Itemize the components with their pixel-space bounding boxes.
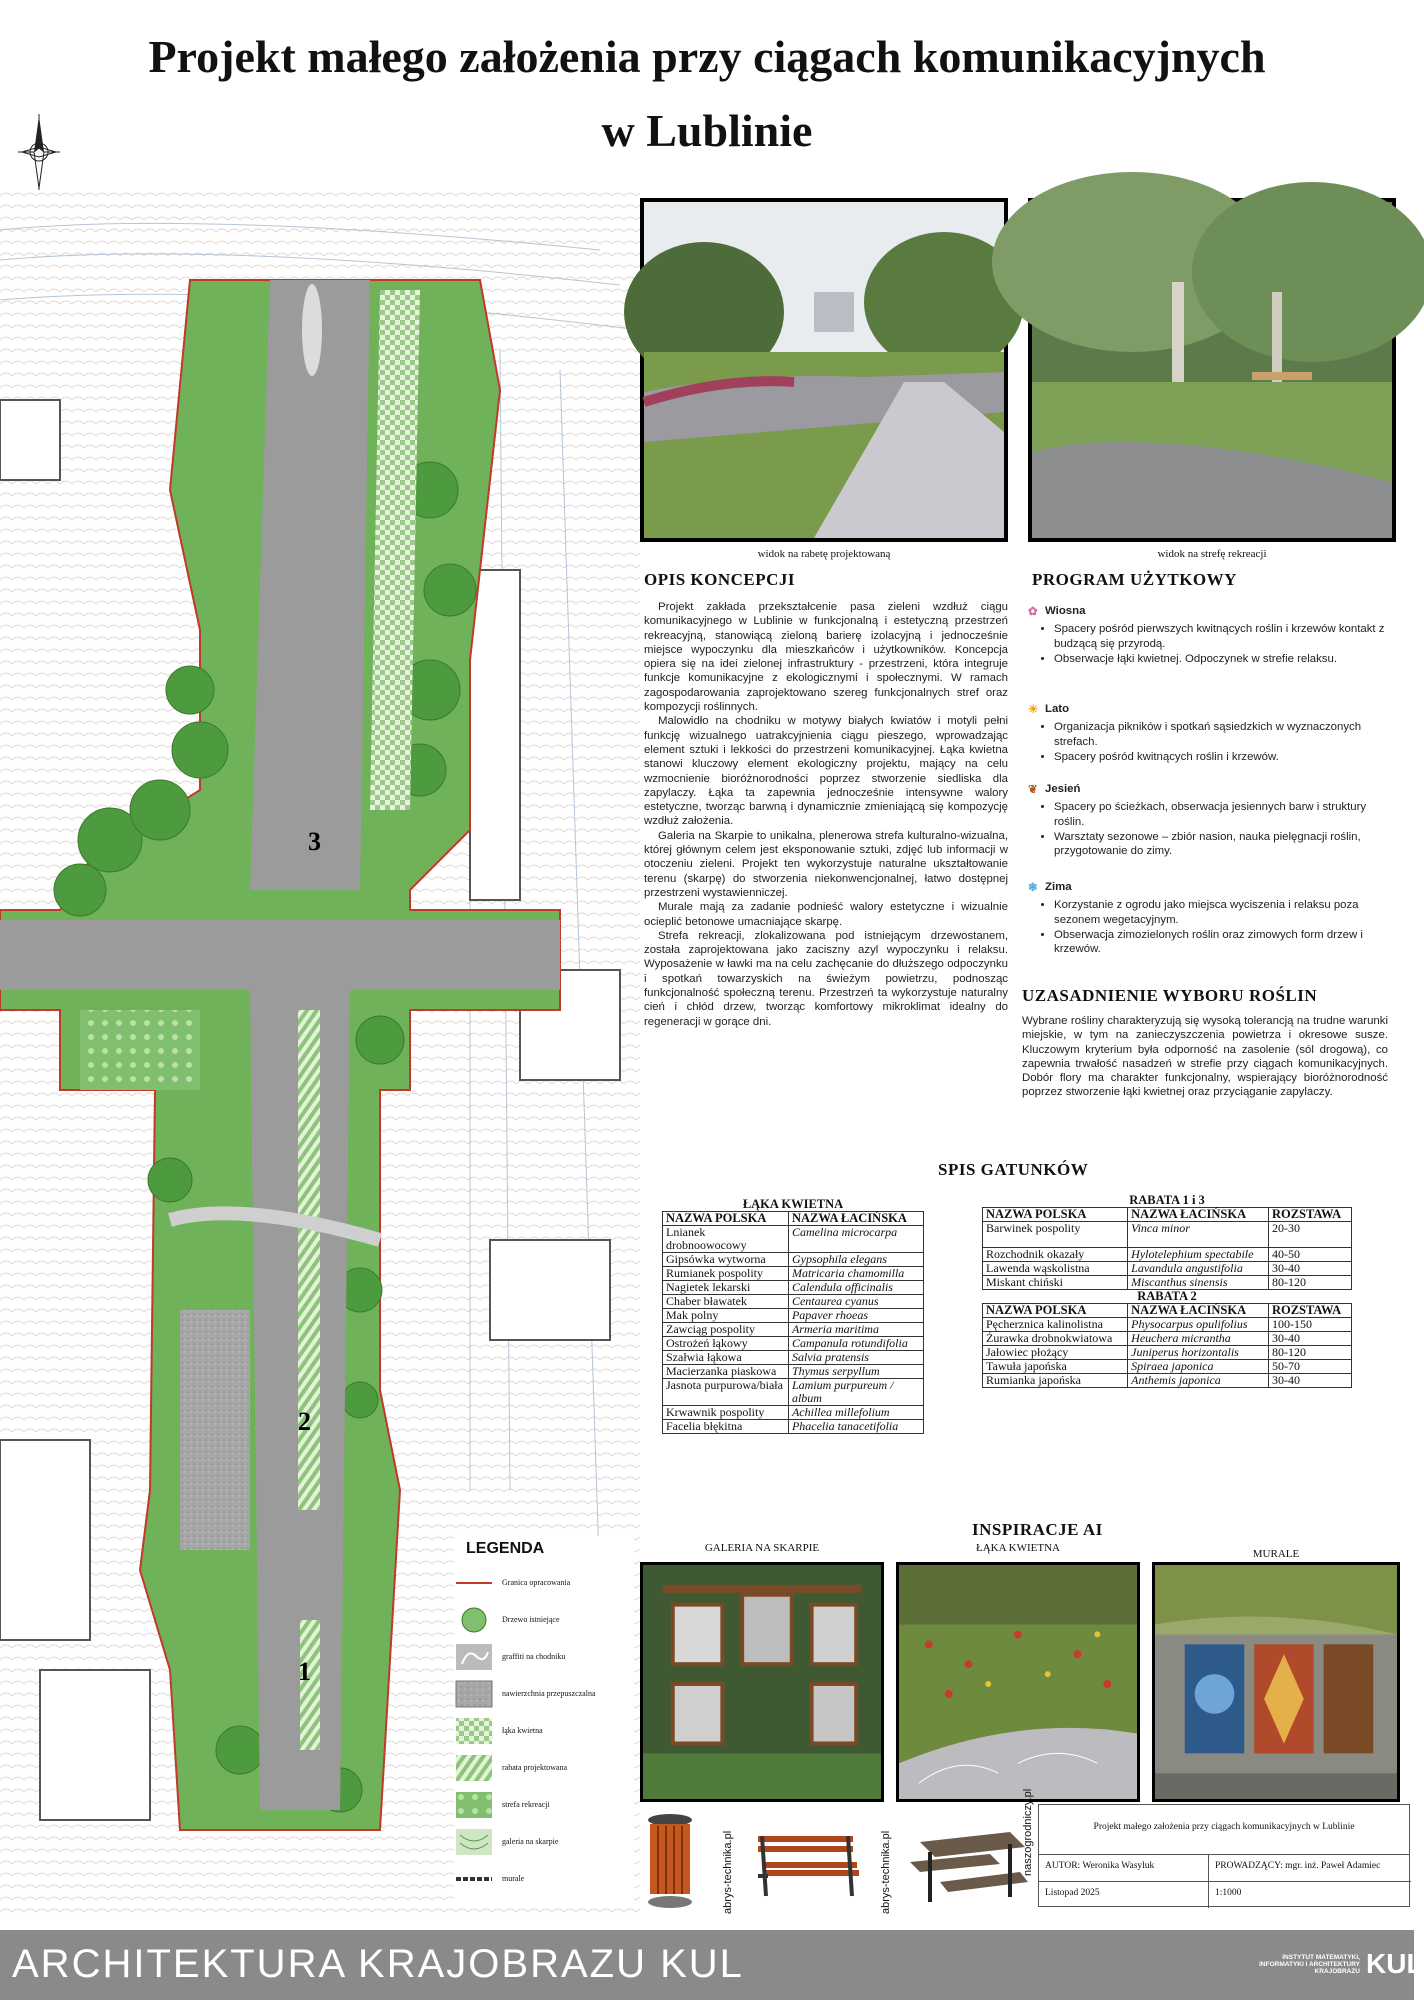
season-name: Wiosna — [1045, 605, 1086, 617]
column-header: ROZSTAWA — [1268, 1208, 1351, 1222]
inspiration-label: MURALE — [1252, 1548, 1300, 1560]
polish-name: Zawciąg pospolity — [663, 1323, 789, 1337]
gallery-swatch-icon — [454, 1827, 494, 1857]
title-block-supervisor: PROWADZĄCY: mgr. inż. Paweł Adamiec — [1209, 1855, 1411, 1882]
polish-name: Chaber bławatek — [663, 1295, 789, 1309]
legend-label: Granica opracowania — [502, 1578, 571, 1587]
season-item: • Spacery pośród kwitnących roślin i krzewów. — [1054, 750, 1396, 764]
column-header: ROZSTAWA — [1268, 1304, 1351, 1318]
polish-name: Mak polny — [663, 1309, 789, 1323]
mural-inspiration-image — [1152, 1562, 1400, 1802]
concept-paragraph: Murale mają za zadanie podnieść walory estetyczne i wizualnie ocieplić betonowe umacniające skarpę. — [644, 901, 1008, 928]
latin-name: Spiraea japonica — [1128, 1360, 1269, 1374]
latin-name: Centaurea cyanus — [788, 1295, 923, 1309]
concept-paragraph: Projekt zakłada przekształcenie pasa zieleni wzdłuż ciągu komunikacyjnego w Lublinie w funkcjonalną i estetyczną przestrzeń rekreacyjną, stanowiącą zieloną barierę izolacyjną i jednocześnie miejsce wypoczynku dla mieszkańców i użytkowników. Koncepcja opiera się na idei zielonej infrastruktury - przestrzeni, która integruje funkcje komunikacyjne z ekologicznymi i społecznymi. W ramach zagospodarowania zaprojektowano szereg funkcjonalnych stref oraz kompozycji roślinnych. — [644, 601, 1008, 714]
recreation-swatch-icon — [454, 1790, 494, 1820]
legend-item — [454, 1675, 634, 1712]
latin-name: Miscanthus sinensis — [1128, 1276, 1269, 1290]
polish-name: Lnianek drobnoowocowy — [663, 1226, 789, 1253]
flower-icon: ✿ — [1028, 605, 1038, 618]
footer-banner — [0, 1930, 1424, 2000]
latin-name: Campanula rotundifolia — [788, 1337, 923, 1351]
legend-title: LEGENDA — [466, 1540, 545, 1557]
justification-heading: UZASADNIENIE WYBORU ROŚLIN — [1022, 986, 1318, 1005]
season-item: • Warsztaty sezonowe – zbiór nasion, nauka pielęgnacji roślin, przygotowanie do zimy. — [1054, 830, 1396, 859]
inspirations-heading: INSPIRACJE AI — [972, 1520, 1103, 1539]
gallery-inspiration-image — [640, 1562, 884, 1802]
flowerbed-view-photo — [640, 198, 1008, 542]
column-header: NAZWA POLSKA — [663, 1212, 789, 1226]
recreation-view-caption: widok na strefę rekreacji — [1157, 548, 1267, 560]
inspiration-label: ŁĄKA KWIETNA — [975, 1542, 1060, 1554]
title-block-author: AUTOR: Weronika Wasyluk — [1039, 1855, 1209, 1882]
zone-label-2: 2 — [298, 1407, 311, 1436]
season-item: • Spacery po ścieżkach, obserwacja jesiennych barw i struktury roślin. — [1054, 800, 1396, 829]
legend-item — [454, 1786, 634, 1823]
latin-name: Vinca minor — [1128, 1222, 1269, 1248]
picnic-table-icon — [900, 1822, 1030, 1912]
polish-name: Tawuła japońska — [983, 1360, 1128, 1374]
table-row — [983, 1346, 1352, 1360]
column-header: NAZWA ŁACIŃSKA — [788, 1212, 923, 1226]
latin-name: Papaver rhoeas — [788, 1309, 923, 1323]
zone-label-3: 3 — [308, 827, 321, 856]
spacing: 80-120 — [1268, 1276, 1351, 1290]
table-row — [983, 1332, 1352, 1346]
flowerbed-species-table — [982, 1194, 1352, 1388]
polish-name: Nagietek lekarski — [663, 1281, 789, 1295]
furniture-source: naszogrodniczy.pl — [1022, 1788, 1034, 1876]
bed13-table-title: RABATA 1 i 3 — [983, 1194, 1352, 1208]
kul-logo: KUL — [1366, 1948, 1424, 1979]
column-header: NAZWA POLSKA — [983, 1304, 1128, 1318]
bed2-table-title: RABATA 2 — [983, 1290, 1352, 1304]
spacing: 100-150 — [1268, 1318, 1351, 1332]
latin-name: Lavandula angustifolia — [1128, 1262, 1269, 1276]
legend-panel — [454, 1536, 634, 1906]
latin-name: Juniperus horizontalis — [1128, 1346, 1269, 1360]
spacing: 20-30 — [1268, 1222, 1351, 1248]
spacing: 50-70 — [1268, 1360, 1351, 1374]
season-winter — [1028, 880, 1396, 957]
title-block-scale: 1:1000 — [1215, 1888, 1242, 1898]
season-autumn — [1028, 782, 1396, 859]
bin-icon — [640, 1812, 700, 1912]
table-row — [983, 1222, 1352, 1248]
latin-name: Salvia pratensis — [788, 1351, 923, 1365]
table-row — [663, 1253, 924, 1267]
season-item: • Spacery pośród pierwszych kwitnących roślin i krzewów kontakt z budzącą się przyrodą. — [1054, 622, 1396, 651]
season-item: • Obserwacja zimozielonych roślin oraz zimowych form drzew i krzewów. — [1054, 928, 1396, 957]
concept-text — [644, 600, 1008, 1029]
season-name: Zima — [1045, 881, 1072, 893]
legend-label: strefa rekreacji — [502, 1800, 550, 1809]
meadow-inspiration-image — [896, 1562, 1140, 1802]
concept-paragraph: Galeria na Skarpie to unikalna, plenerowa strefa kulturalno-wizualna, której głównym celem jest eksponowanie sztuki, zdjęć lub informacji w otoczeniu zieleni. Projekt ten wykorzystuje naturalne ukształtowanie terenu (skarpę) do stworzenia niekonwencjonalnej, łatwo dostępnej przestrzeni wystawienniczej. — [644, 829, 1008, 899]
program-heading: PROGRAM UŻYTKOWY — [1032, 570, 1237, 589]
season-item: • Obserwacje łąki kwietnej. Odpoczynek w strefie relaksu. — [1054, 652, 1396, 666]
season-item: • Korzystanie z ogrodu jako miejsca wyciszenia i relaksu poza sezonem wegetacyjnym. — [1054, 898, 1396, 927]
table-row — [663, 1365, 924, 1379]
species-heading: SPIS GATUNKÓW — [938, 1160, 1089, 1179]
legend-label: galeria na skarpie — [502, 1837, 559, 1846]
column-header: NAZWA ŁACIŃSKA — [1128, 1304, 1269, 1318]
polish-name: Rumianka japońska — [983, 1374, 1128, 1388]
spacing: 30-40 — [1268, 1332, 1351, 1346]
table-row — [663, 1337, 924, 1351]
zone-label-1: 1 — [298, 1657, 311, 1686]
bench-icon — [748, 1826, 868, 1906]
legend-label: Drzewo istniejące — [502, 1615, 560, 1624]
legend-item — [454, 1601, 634, 1638]
latin-name: Hylotelephium spectabile — [1128, 1248, 1269, 1262]
season-item: • Organizacja pikników i spotkań sąsiedzkich w wyznaczonych strefach. — [1054, 720, 1396, 749]
latin-name: Armeria maritima — [788, 1323, 923, 1337]
polish-name: Żurawka drobnokwiatowa — [983, 1332, 1128, 1346]
furniture-source: abrys-technika.pl — [880, 1830, 892, 1914]
concept-heading: OPIS KONCEPCJI — [644, 570, 796, 589]
polish-name: Pęcherznica kalinolistna — [983, 1318, 1128, 1332]
latin-name: Achillea millefolium — [788, 1406, 923, 1420]
latin-name: Phacelia tanacetifolia — [788, 1420, 923, 1434]
meadow-swatch-icon — [454, 1716, 494, 1746]
recreation-view-photo — [1028, 198, 1396, 542]
flowerbed-view-caption: widok na rabetę projektowaną — [757, 548, 891, 560]
polish-name: Rumianek pospolity — [663, 1267, 789, 1281]
legend-item — [454, 1638, 634, 1675]
latin-name: Physocarpus opulifolius — [1128, 1318, 1269, 1332]
polish-name: Jałowiec płożący — [983, 1346, 1128, 1360]
season-name: Jesień — [1045, 783, 1081, 795]
legend-item — [454, 1712, 634, 1749]
latin-name: Matricaria chamomilla — [788, 1267, 923, 1281]
institute-name: INSTYTUT MATEMATYKI, INFORMATYKI I ARCHITEKTURY KRAJOBRAZU — [1259, 1954, 1360, 1975]
meadow-species-table — [662, 1198, 924, 1434]
latin-name: Camelina microcarpa — [788, 1226, 923, 1253]
snowflake-icon: ❄ — [1028, 881, 1038, 894]
inspiration-label: GALERIA NA SKARPIE — [704, 1542, 820, 1554]
concept-paragraph: Strefa rekreacji, zlokalizowana pod istniejącym drzewostanem, została zaprojektowana jako zaciszny azyl wypoczynku i relaksu. Wyposażenie w ławki ma na celu zachęcanie do dłuższego odpoczynku i spotkań towarzyskich na świeżym powietrzu, podnosząc funkcjonalność społeczną terenu. Przestrzeń ta wykorzystuje naturalny cień i chłód drzew, tworząc komfortowy mikroklimat idealny do regeneracji w gorące dni. — [644, 929, 1008, 1028]
table-row — [663, 1323, 924, 1337]
spacing: 30-40 — [1268, 1262, 1351, 1276]
polish-name: Krwawnik pospolity — [663, 1406, 789, 1420]
tree-icon — [454, 1605, 494, 1635]
polish-name: Ostrożeń łąkowy — [663, 1337, 789, 1351]
polish-name: Lawenda wąskolistna — [983, 1262, 1128, 1276]
column-header: NAZWA POLSKA — [983, 1208, 1128, 1222]
table-row — [663, 1295, 924, 1309]
title-block-project: Projekt małego założenia przy ciągach komunikacyjnych w Lublinie — [1039, 1805, 1409, 1855]
table-row — [663, 1309, 924, 1323]
polish-name: Facelia błękitna — [663, 1420, 789, 1434]
poster-title-line1: Projekt małego założenia przy ciągach komunikacyjnych — [148, 31, 1266, 82]
table-row — [983, 1318, 1352, 1332]
polish-name: Jasnota purpurowa/biała — [663, 1379, 789, 1406]
poster-title-line2: w Lublinie — [601, 105, 813, 156]
spacing: 30-40 — [1268, 1374, 1351, 1388]
table-row — [663, 1379, 924, 1406]
latin-name: Gypsophila elegans — [788, 1253, 923, 1267]
season-name: Lato — [1045, 703, 1070, 715]
table-row — [663, 1406, 924, 1420]
latin-name: Anthemis japonica — [1128, 1374, 1269, 1388]
table-row — [983, 1276, 1352, 1290]
legend-label: graffiti na chodniku — [502, 1652, 566, 1661]
table-row — [663, 1351, 924, 1365]
polish-name: Rozchodnik okazały — [983, 1248, 1128, 1262]
title-block — [1038, 1804, 1410, 1907]
table-row — [663, 1420, 924, 1434]
legend-label: rabata projektowana — [502, 1763, 568, 1772]
legend-item — [454, 1860, 634, 1897]
season-spring — [1028, 604, 1396, 667]
column-header: NAZWA ŁACIŃSKA — [1128, 1208, 1269, 1222]
title-block-date: Listopad 2025 — [1039, 1882, 1209, 1908]
leaf-icon: ❦ — [1028, 783, 1038, 796]
legend-label: nawierzchnia przepuszczalna — [502, 1689, 596, 1698]
season-summer — [1028, 702, 1396, 765]
meadow-table-title: ŁĄKA KWIETNA — [663, 1198, 924, 1212]
latin-name: Thymus serpyllum — [788, 1365, 923, 1379]
polish-name: Macierzanka piaskowa — [663, 1365, 789, 1379]
spacing: 80-120 — [1268, 1346, 1351, 1360]
polish-name: Miskant chiński — [983, 1276, 1128, 1290]
graffiti-icon — [454, 1642, 494, 1672]
north-arrow-icon — [14, 112, 64, 196]
legend-item — [454, 1823, 634, 1860]
mural-swatch-icon — [454, 1864, 494, 1894]
flowerbed-swatch-icon — [454, 1753, 494, 1783]
concept-paragraph: Malowidło na chodniku w motywy białych kwiatów i motyli pełni funkcję wizualnego uatrakcyjnienia ciągu pieszego, wprowadzając element sztuki i lekkości do przestrzeni komunikacyjnej. Łąka kwietna stanowi kluczowy element ekologiczny projektu, mający na celu wzmocnienie bioróżnorodności poprzez stworzenie siedliska dla zapylaczy. Łąka ta zapewnia jednocześnie intensywne walory estetyczne, tworząc barwną i dynamicznie zmieniającą się kompozycję wzdłuż założenia. — [644, 715, 1008, 828]
justification-text: Wybrane rośliny charakteryzują się wysoką tolerancją na trudne warunki miejskie, w tym na zanieczyszczenia powietrza i okresowe susze. Kluczowym kryterium była odporność na zasolenie (sól drogową), co zapewnia trwałość nasadzeń w strefie przy ciągach komunikacyjnych. Dobór flory ma charakter funkcjonalny, wspierający bioróżnorodność poprzez stworzenie łąki kwietnej oraz przyciąganie zapylaczy. — [1022, 1015, 1388, 1099]
latin-name: Lamium purpureum / album — [788, 1379, 923, 1406]
table-row — [983, 1374, 1352, 1388]
furniture-source: abrys-technika.pl — [722, 1830, 734, 1914]
boundary-line-icon — [454, 1568, 494, 1598]
legend-label: murale — [502, 1874, 525, 1883]
table-row — [983, 1360, 1352, 1374]
legend-item — [454, 1749, 634, 1786]
legend-label: łąka kwietna — [502, 1726, 543, 1735]
sun-icon: ☀ — [1028, 703, 1039, 716]
polish-name: Gipsówka wytworna — [663, 1253, 789, 1267]
permeable-surface-swatch-icon — [454, 1679, 494, 1709]
polish-name: Barwinek pospolity — [983, 1222, 1128, 1248]
footer-text: ARCHITEKTURA KRAJOBRAZU KUL — [12, 1942, 744, 1986]
table-row — [663, 1281, 924, 1295]
latin-name: Heuchera micrantha — [1128, 1332, 1269, 1346]
polish-name: Szałwia łąkowa — [663, 1351, 789, 1365]
table-row — [983, 1262, 1352, 1276]
table-row — [663, 1226, 924, 1253]
table-row — [983, 1248, 1352, 1262]
table-row — [663, 1267, 924, 1281]
legend-item — [454, 1564, 634, 1601]
spacing: 40-50 — [1268, 1248, 1351, 1262]
latin-name: Calendula officinalis — [788, 1281, 923, 1295]
